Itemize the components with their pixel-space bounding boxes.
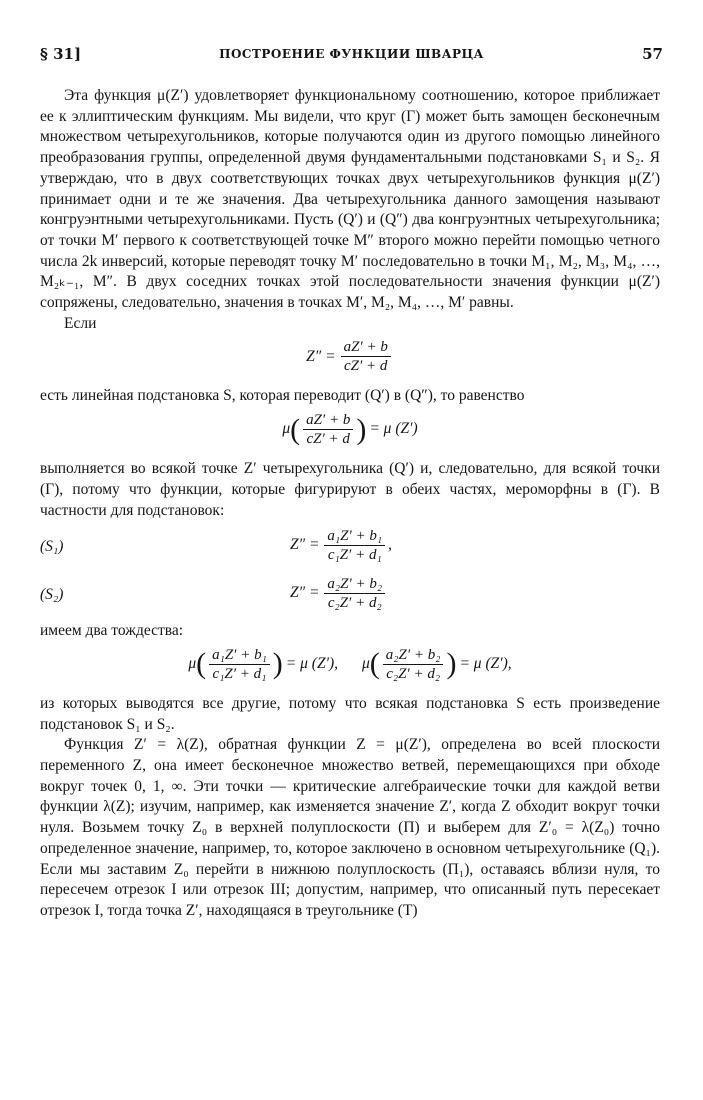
paragraph-4: выполняется во всякой точке Z′ четырехугольника (Q′) и, следовательно, для всякой точки (Γ), потому что функции, которые фигурируют в обеих частях, мероморфны в (Γ). В частности для подстановок: (40, 460, 660, 519)
equation-4 (40, 573, 660, 617)
eq5-left-mu: μ (188, 655, 197, 673)
eq2-fraction (303, 411, 353, 448)
eq3-rhs: , (388, 536, 392, 554)
equation-3 (40, 525, 660, 569)
eq2-left-paren: ( (290, 412, 301, 446)
eq3-fraction (324, 527, 385, 564)
eq1-denominator: cZ′ + d (344, 358, 388, 375)
equation-1 (40, 338, 660, 382)
eq5-left-fraction (209, 646, 270, 683)
eq5-right-open-paren: ( (369, 647, 380, 681)
eq5-right-close-paren: ) (446, 647, 457, 681)
eq4-label: (S₂) (40, 586, 64, 604)
eq5-left-open-paren: ( (196, 647, 207, 681)
section-marker: § 31] (40, 45, 82, 63)
eq2-mu: μ (282, 420, 291, 438)
paragraph-2: Если (64, 314, 97, 332)
eq1-fraction (341, 338, 391, 375)
paragraph-5: имеем два тождества: (40, 622, 184, 640)
eq1-numerator: aZ′ + b (341, 338, 391, 357)
eq5-right-denominator: c₂Z′ + d₂ (386, 665, 441, 682)
paragraph-6: из которых выводятся все другие, потому что всякая подстановка S есть произведение подстановок S₁ и S₂. (40, 694, 660, 733)
eq4-fraction (324, 575, 385, 612)
eq5-right-mu: μ (362, 655, 370, 673)
eq2-denominator: cZ′ + d (306, 431, 350, 448)
running-title: ПОСТРОЕНИЕ ФУНКЦИИ ШВАРЦА (219, 47, 484, 61)
eq2-right-paren: ) (356, 412, 367, 446)
eq3-lhs: Z″ = (290, 536, 320, 554)
eq5-left-denominator: c₁Z′ + d₁ (212, 665, 267, 682)
eq5-right-numerator: a₂Z′ + b₂ (383, 646, 444, 665)
equation-2 (40, 411, 660, 455)
eq4-numerator: a₂Z′ + b₂ (324, 575, 385, 594)
paragraph-3: есть линейная подстановка S, которая переводит (Q′) в (Q″), то равенство (40, 387, 525, 405)
eq3-denominator: c₁Z′ + d₁ (327, 547, 382, 564)
page-number: 57 (642, 45, 663, 63)
eq5-left-close-paren: ) (272, 647, 283, 681)
eq4-denominator: c₂Z′ + d₂ (327, 595, 382, 612)
paragraph-7: Функция Z′ = λ(Z), обратная функции Z = μ(Z′), определена во всей плоскости переменного Z, она имеет бесконечное множество ветвей, перемещающихся при обходе вокруг точек 0, 1, ∞. Эти точки — критические алгебраические точки для каждой ветви функции λ(Z); изучим, например, как изменяется значение Z′, когда Z обходит вокруг точки нуля. Возьмем точку Z₀ в верхней полуплоскости (Π) и выберем для Z′₀ = λ(Z₀) точно определенное значение, например, то, которое заключено в основном четырехугольнике (Q₁). Если мы заставим Z₀ перейти в нижнюю полуплоскость (Π₁), оставаясь вблизи нуля, то пересечем отрезок I или отрезок III; допустим, например, что описанный путь пересекает отрезок I, тогда точка Z′, находящаяся в треугольнике (T) (40, 736, 660, 919)
eq5-right-fraction (383, 646, 444, 683)
eq5-right-rhs: = μ (Z′), (459, 655, 512, 673)
eq5-left-rhs: = μ (Z′), (285, 655, 338, 673)
running-header (40, 42, 663, 66)
eq3-numerator: a₁Z′ + b₁ (324, 527, 385, 546)
eq4-lhs: Z″ = (290, 584, 320, 602)
eq5-left-numerator: a₁Z′ + b₁ (209, 646, 270, 665)
page-body (40, 86, 660, 922)
paragraph-1: Эта функция μ(Z′) удовлетворяет функциональному соотношению, которое приближает ее к эллиптическим функциям. Мы видели, что круг (Γ) может быть замощен бесконечным множеством четырехугольников, которые получаются один из другого помощью линейного преобразования группы, определенной двумя фундаментальными подстановками S₁ и S₂. Я утверждаю, что в двух соответствующих точках двух четырехугольников функция μ(Z′) принимает одни и те же значения. Два четырехугольника данного замощения называют конгруэнтными четырехугольниками. Пусть (Q′) и (Q″) два конгруэнтных четырехугольника; от точки M′ первого к соответствующей точке M″ второго можно перейти помощью четного числа 2k инверсий, которые переводят точку M′ последовательно в точки M₁, M₂, M₃, M₄, …, M₂ₖ₋₁, M″. В двух соседних точках этой последовательности значения функции μ(Z′) сопряжены, следовательно, значения в точках M′, M₂, M₄, …, M′ равны. (40, 87, 660, 312)
eq1-lhs: Z″ = (306, 347, 336, 365)
eq2-rhs: = μ (Z′) (369, 420, 418, 438)
equation-5 (40, 646, 660, 690)
eq2-numerator: aZ′ + b (303, 411, 353, 430)
eq3-label: (S₁) (40, 538, 64, 556)
